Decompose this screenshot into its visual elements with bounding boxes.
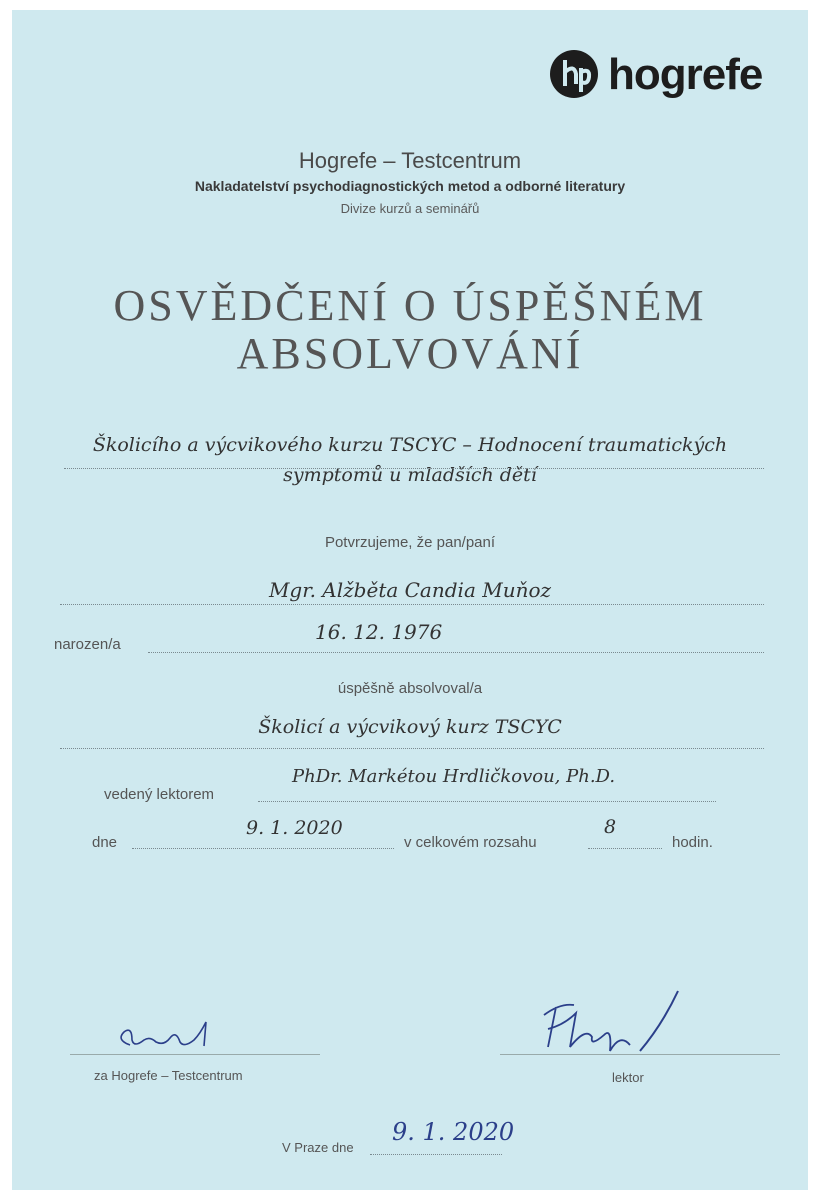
logo-wordmark: hogrefe — [608, 50, 763, 99]
course-short-dotted-line — [60, 748, 764, 749]
hogrefe-signature-label: za Hogrefe – Testcentrum — [94, 1068, 243, 1083]
place-label: V Praze dne — [282, 1140, 354, 1155]
course-dotted-line — [64, 468, 764, 469]
lecturer-label: vedený lektorem — [104, 786, 215, 803]
course-title-line-2: symptomů u mladších dětí — [283, 464, 537, 486]
birth-date: 16. 12. 1976 — [315, 620, 443, 644]
title-line-2: ABSOLVOVÁNÍ — [236, 329, 584, 378]
scope-label: v celkovém rozsahu — [404, 834, 537, 851]
course-short: Školicí a výcvikový kurz TSCYC — [258, 716, 562, 738]
lecturer-signature-label: lektor — [612, 1070, 644, 1085]
hours-label: hodin. — [672, 834, 713, 851]
born-label: narozen/a — [54, 636, 121, 653]
course-title-line-1: Školicího a výcvikového kurzu TSCYC – Hodnocení traumatických — [92, 434, 728, 456]
organization-name: Hogrefe – Testcentrum — [298, 148, 522, 173]
lecturer-name: PhDr. Markétou Hrdličkovou, Ph.D. — [292, 766, 616, 787]
hours-value: 8 — [604, 816, 617, 838]
lecturer-signature-line — [500, 1054, 780, 1055]
hp-logo-icon — [550, 50, 598, 98]
name-dotted-line — [60, 604, 764, 605]
hogrefe-logo — [550, 48, 770, 102]
lecturer-signature — [530, 985, 690, 1060]
completed-label: úspěšně absolvoval/a — [337, 680, 483, 697]
organization-subtitle: Nakladatelství psychodiagnostických metod a odborné literatury — [194, 178, 626, 194]
person-name: Mgr. Alžběta Candia Muňoz — [268, 578, 552, 602]
hogrefe-signature — [110, 1010, 230, 1060]
certificate-title — [0, 282, 820, 378]
organization-division: Divize kurzů a seminářů — [340, 201, 480, 216]
hogrefe-signature-line — [70, 1054, 320, 1055]
date-dotted-line — [132, 848, 394, 849]
confirm-label: Potvrzujeme, že pan/paní — [324, 534, 496, 551]
issue-date-dotted-line — [370, 1154, 502, 1155]
title-line-1: OSVĚDČENÍ O ÚSPĚŠNÉM — [113, 281, 707, 330]
course-title — [60, 430, 760, 490]
lecturer-dotted-line — [258, 801, 716, 802]
issue-date: 9. 1. 2020 — [392, 1118, 515, 1146]
birth-dotted-line — [148, 652, 764, 653]
date-label: dne — [92, 834, 118, 851]
course-date: 9. 1. 2020 — [246, 817, 343, 839]
hours-dotted-line — [588, 848, 662, 849]
